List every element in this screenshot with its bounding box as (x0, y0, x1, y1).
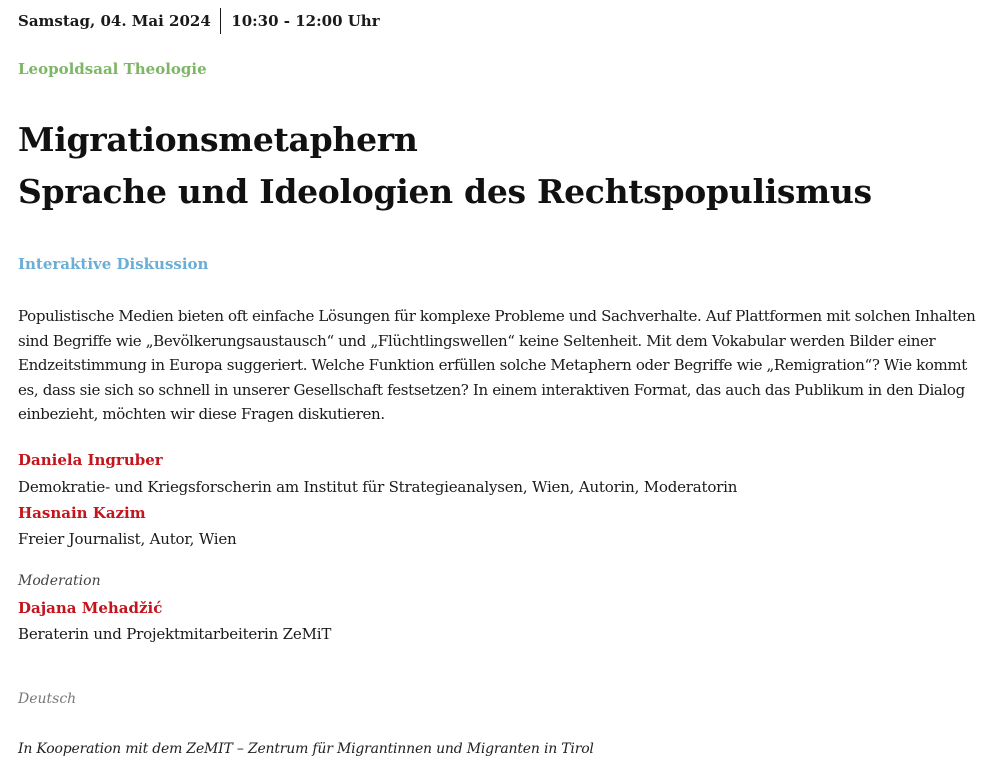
speaker-name: Daniela Ingruber (18, 451, 163, 469)
speaker-name: Hasnain Kazim (18, 504, 146, 522)
event-venue: Leopoldsaal Theologie (18, 60, 207, 78)
speaker-role: Demokratie- und Kriegsforscherin am Institut für Strategieanalysen, Wien, Autorin, Moderatorin (18, 478, 738, 496)
event-time: 10:30 - 12:00 Uhr (231, 12, 380, 30)
event-title-line2: Sprache und Ideologien des Rechtspopulismus (18, 172, 872, 211)
event-title-line1: Migrationsmetaphern (18, 120, 418, 159)
event-format: Interaktive Diskussion (18, 255, 209, 273)
event-date: Samstag, 04. Mai 2024 (18, 12, 211, 30)
speaker-role: Freier Journalist, Autor, Wien (18, 530, 237, 548)
moderation-label: Moderation (18, 573, 101, 589)
event-title (18, 114, 872, 218)
moderator-name: Dajana Mehadžić (18, 599, 163, 617)
moderator-role: Beraterin und Projektmitarbeiterin ZeMiT (18, 625, 332, 643)
cooperation-note: In Kooperation mit dem ZeMIT – Zentrum für Migrantinnen und Migranten in Tirol (18, 741, 594, 757)
event-datetime (18, 8, 380, 34)
event-description: Populistische Medien bieten oft einfache Lösungen für komplexe Probleme und Sachverhalte. Auf Plattformen mit solchen Inhalten sind Begriffe wie „Bevölkerungsaustausch“ und „Flüchtlingswellen“ keine Seltenheit. Mit dem Vokabular werden Bilder einer Endzeitstimmung in Europa suggeriert. Welche Funktion erfüllen solche Metaphern oder Begriffe wie „Remigration“? Wie kommt es, dass sie sich so schnell in unserer Gesellschaft festsetzen? In einem interaktiven Format, das auch das Publikum in den Dialog einbezieht, möchten wir diese Fragen diskutieren. (18, 307, 976, 423)
event-language: Deutsch (18, 691, 77, 707)
